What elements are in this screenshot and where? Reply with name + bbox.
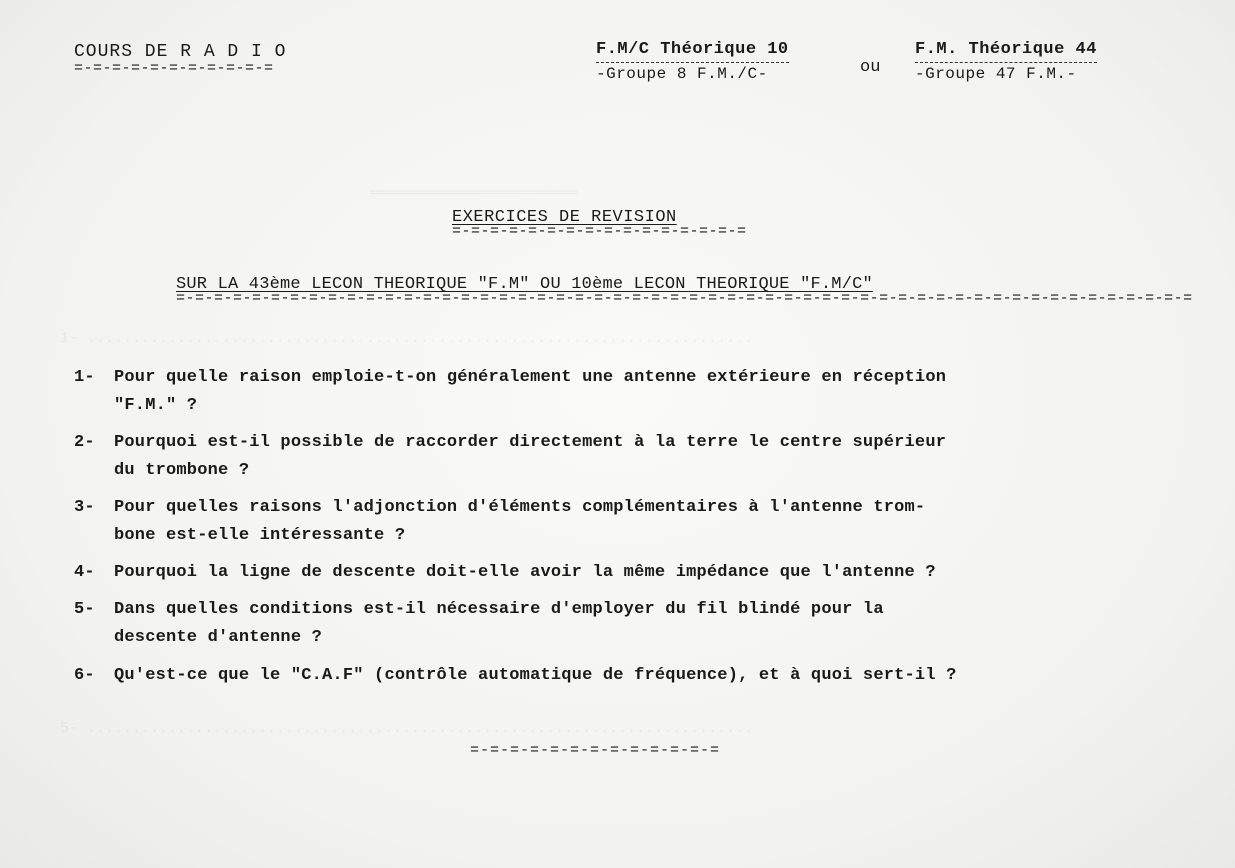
exercise-title: EXERCICES DE REVISION <box>452 208 677 227</box>
group-fm-line1: F.M. Théorique 44 <box>915 40 1097 63</box>
question-item <box>74 364 1184 420</box>
bleed-through-text: 5- .......................................................................... <box>60 720 754 737</box>
question-list <box>74 364 1184 699</box>
question-item <box>74 429 1184 485</box>
question-item <box>74 662 1184 690</box>
bleed-through-text: ═══════════════════════ <box>370 185 578 202</box>
question-item <box>74 494 1184 550</box>
course-title: COURS DE R A D I O <box>74 42 287 62</box>
question-line: du trombone ? <box>114 461 250 480</box>
group-fmc-line1: F.M/C Théorique 10 <box>596 40 789 63</box>
or-separator: ou <box>860 58 881 77</box>
course-rule: =-=-=-=-=-=-=-=-=-=-= <box>74 60 274 77</box>
exercise-title-block <box>452 208 747 240</box>
group-fm-line2: -Groupe 47 F.M.- <box>915 65 1077 83</box>
question-line: Qu'est-ce que le "C.A.F" (contrôle automatique de fréquence), et à quoi sert-il ? <box>114 666 957 685</box>
group-label-fmc <box>596 40 789 83</box>
question-number: 2- <box>74 433 95 452</box>
question-text <box>114 596 1184 652</box>
question-text <box>114 429 1184 485</box>
question-number: 6- <box>74 666 95 685</box>
question-text <box>114 662 1184 690</box>
question-number: 5- <box>74 600 95 619</box>
question-item <box>74 596 1184 652</box>
question-line: descente d'antenne ? <box>114 628 323 647</box>
question-line: Pourquoi la ligne de descente doit-elle avoir la même impédance que l'antenne ? <box>114 563 936 582</box>
subtitle-rule: =-=-=-=-=-=-=-=-=-=-=-=-=-=-=-=-=-=-=-=-=-=-=-=-=-=-=-=-=-=-=-=-=-=-=-=-=-=-=-=-=-=-=-=-=-=-=-=-=-=-=-=-=-= <box>176 290 1193 307</box>
question-number: 3- <box>74 498 95 517</box>
group-fmc-line2: -Groupe 8 F.M./C- <box>596 65 768 83</box>
question-line: Pourquoi est-il possible de raccorder directement à la terre le centre supérieur <box>114 433 947 452</box>
question-text <box>114 559 1184 587</box>
title-rule: =-=-=-=-=-=-=-=-=-=-=-=-=-=-=-= <box>452 223 747 240</box>
exercise-subtitle-block <box>176 275 1193 307</box>
question-line: bone est-elle intéressante ? <box>114 526 406 545</box>
question-number: 1- <box>74 368 95 387</box>
question-text <box>114 364 1184 420</box>
group-label-fm <box>915 40 1097 83</box>
question-line: Pour quelles raisons l'adjonction d'éléments complémentaires à l'antenne trom- <box>114 498 926 517</box>
question-line: "F.M." ? <box>114 396 198 415</box>
course-heading <box>74 42 287 77</box>
question-line: Dans quelles conditions est-il nécessaire d'employer du fil blindé pour la <box>114 600 884 619</box>
question-item <box>74 559 1184 587</box>
question-text <box>114 494 1184 550</box>
question-number: 4- <box>74 563 95 582</box>
question-line: Pour quelle raison emploie-t-on généralement une antenne extérieure en réception <box>114 368 947 387</box>
exercise-subtitle: SUR LA 43ème LECON THEORIQUE "F.M" OU 10ème LECON THEORIQUE "F.M/C" <box>176 275 873 294</box>
bleed-through-text: 1- .......................................................................... <box>60 330 754 347</box>
footer-rule: =-=-=-=-=-=-=-=-=-=-=-=-= <box>470 742 721 759</box>
